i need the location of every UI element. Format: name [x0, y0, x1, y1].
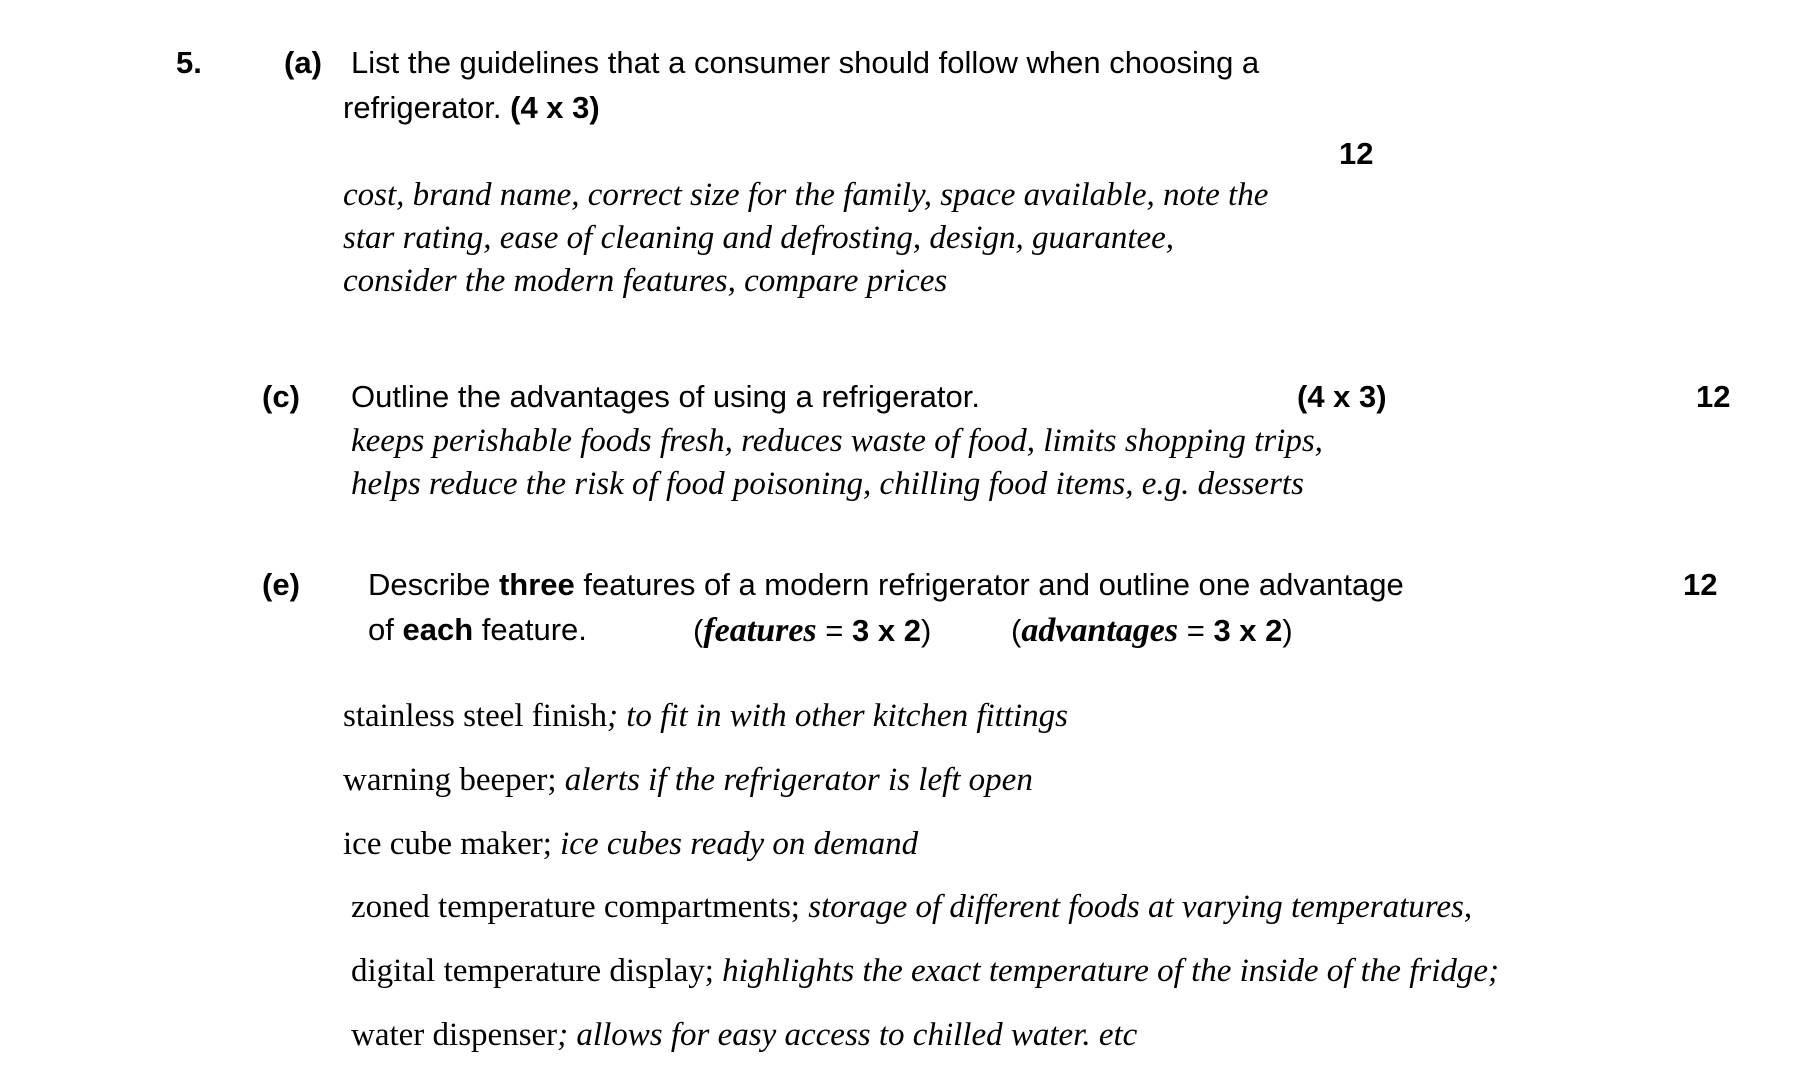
part-a-question-line-2 [343, 89, 600, 126]
part-a-question-line-1: List the guidelines that a consumer should follow when choosing a [351, 45, 1260, 80]
part-e-line2-pre: of [368, 612, 403, 647]
part-e-question-line-2 [368, 611, 587, 648]
part-e-answer-4 [351, 888, 1472, 928]
part-c-question: Outline the advantages of using a refrigerator. [351, 379, 981, 414]
advantages-eq: = [1178, 613, 1214, 648]
part-a-answer-line-3: consider the modern features, compare prices [343, 263, 948, 299]
advantages-word: advantages [1021, 612, 1179, 649]
question-number: 5. [176, 45, 202, 80]
part-e-answer-5 [351, 952, 1499, 992]
part-c-label: (c) [262, 379, 300, 414]
answer-advantage: ; allows for easy access to chilled water. etc [557, 1017, 1138, 1053]
answer-feature: ice cube maker; [343, 826, 561, 862]
part-e-line1-pre: Describe [368, 567, 499, 602]
part-e-marks: 12 [1683, 567, 1718, 602]
part-a-mark-scheme: (4 x 3) [510, 90, 600, 125]
part-e-features-scheme [693, 611, 931, 652]
answer-advantage: highlights the exact temperature of the inside of the fridge; [722, 953, 1500, 989]
answer-feature: digital temperature display; [351, 953, 723, 989]
part-e-label: (e) [262, 567, 300, 602]
part-e-answer-1 [343, 697, 1068, 737]
answer-advantage: alerts if the refrigerator is left open [564, 762, 1033, 798]
answer-feature: water dispenser [351, 1017, 558, 1053]
advantages-value: 3 x 2 [1213, 613, 1283, 648]
answer-advantage: storage of different foods at varying temperatures, [808, 889, 1473, 925]
part-a-label: (a) [284, 45, 322, 80]
part-e-answer-6 [351, 1016, 1137, 1056]
part-c-answer-line-2: helps reduce the risk of food poisoning, chilling food items, e.g. desserts [351, 466, 1304, 502]
part-e-question-line-1 [368, 566, 1404, 603]
part-e-advantages-scheme [1011, 611, 1293, 652]
answer-feature: zoned temperature compartments; [351, 889, 809, 925]
part-e-line1-bold: three [498, 567, 575, 602]
features-open-paren: ( [693, 613, 704, 648]
part-a-marks: 12 [1339, 136, 1374, 171]
advantages-close-paren: ) [1282, 613, 1293, 648]
part-e-line1-post: features of a modern refrigerator and outline one advantage [574, 567, 1404, 602]
advantages-open-paren: ( [1011, 613, 1022, 648]
part-a-answer-line-1: cost, brand name, correct size for the family, space available, note the [343, 177, 1269, 213]
part-c-mark-scheme: (4 x 3) [1297, 379, 1387, 414]
part-c-marks: 12 [1696, 379, 1731, 414]
features-value: 3 x 2 [852, 613, 921, 648]
part-c-answer-line-1: keeps perishable foods fresh, reduces waste of food, limits shopping trips, [351, 423, 1323, 459]
answer-feature: stainless steel finish [343, 698, 607, 734]
features-close-paren: ) [920, 613, 932, 648]
answer-advantage: ice cubes ready on demand [560, 826, 919, 862]
answer-advantage: ; to fit in with other kitchen fittings [606, 698, 1069, 734]
part-e-answer-2 [343, 761, 1033, 801]
answer-feature: warning beeper; [343, 762, 565, 798]
part-e-line2-post: feature. [473, 612, 587, 647]
part-e-answer-3 [343, 825, 918, 865]
part-e-line2-bold: each [402, 612, 474, 647]
features-eq: = [816, 613, 852, 648]
features-word: features [703, 612, 817, 649]
part-a-answer-line-2: star rating, ease of cleaning and defrosting, design, guarantee, [343, 220, 1175, 256]
part-a-question-text: refrigerator. [343, 90, 511, 125]
